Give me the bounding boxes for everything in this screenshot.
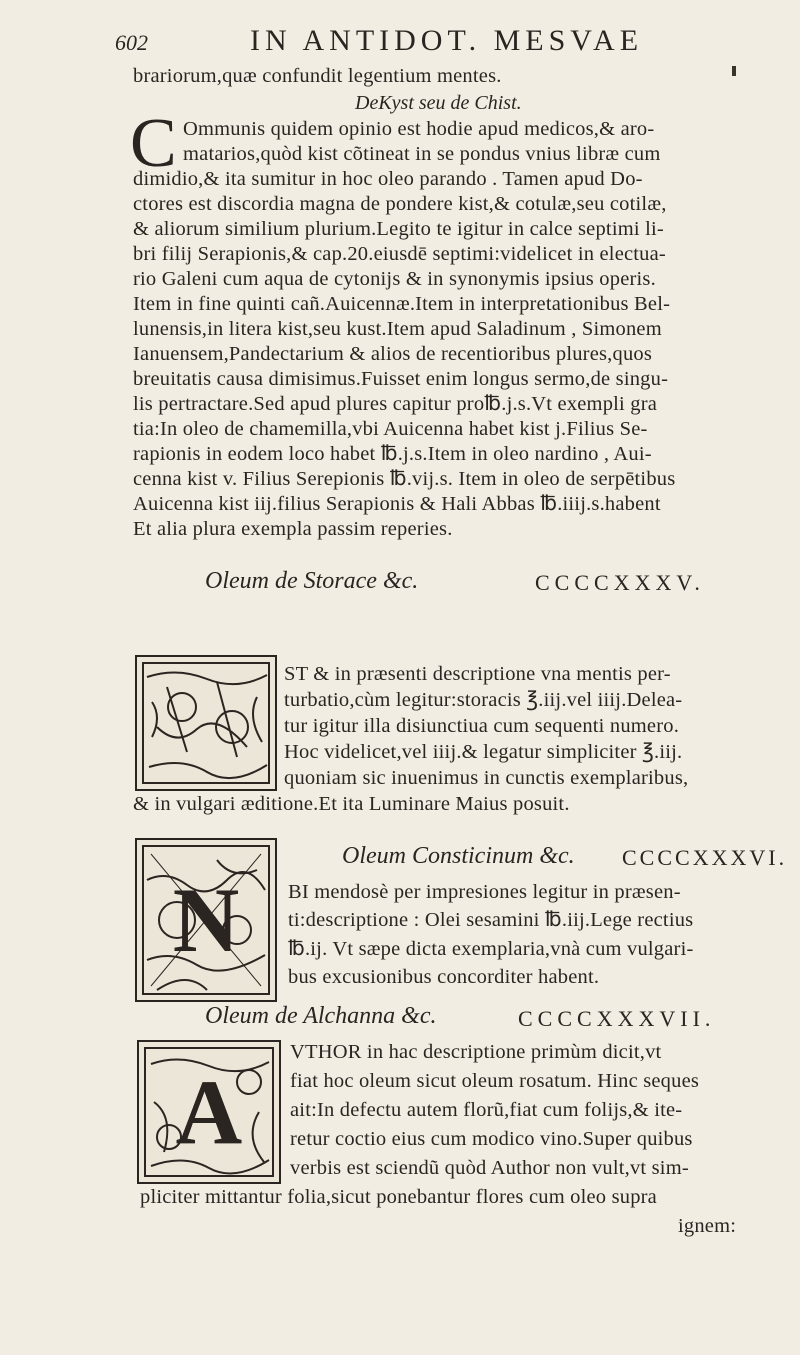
text-line: Hoc videlicet,vel iiij.& legatur simpliciter ℥.iij. xyxy=(284,741,683,763)
initial-letter-n: N xyxy=(172,869,240,971)
initial-letter-a: A xyxy=(175,1061,243,1163)
text-line: breuitatis causa dimisimus.Fuisset enim longus sermo,de singu- xyxy=(133,368,669,390)
text-line: ctores est discordia magna de pondere kist,& cotulæ,seu cotilæ, xyxy=(133,193,667,215)
section2-number: CCCCXXXV. xyxy=(535,570,705,595)
text-line: ℔.ij. Vt sæpe dicta exemplaria,vnà cum vulgari- xyxy=(288,938,694,960)
text-line: lis pertractare.Sed apud plures capitur pro℔.j.s.Vt exempli gra xyxy=(133,393,658,415)
text-line: Et alia plura exempla passim reperies. xyxy=(133,518,453,540)
text-line: tia:In oleo de chamemilla,vbi Auicenna habet kist j.Filius Se- xyxy=(133,418,648,440)
section4-title: Oleum de Alchanna &c. xyxy=(205,1003,437,1029)
text-line: fiat hoc oleum sicut oleum rosatum. Hinc seques xyxy=(290,1070,700,1092)
text-line: rapionis in eodem loco habet ℔.j.s.Item in oleo nardino , Aui- xyxy=(133,443,652,465)
woodcut-initial-n xyxy=(135,838,277,1002)
text-line: Item in fine quinti cañ.Auicennæ.Item in interpretationibus Bel- xyxy=(133,293,671,315)
text-line: Auicenna kist iij.filius Serapionis & Hali Abbas ℔.iiij.s.habent xyxy=(133,493,661,515)
text-line: Ommunis quidem opinio est hodie apud medicos,& aro- xyxy=(183,118,655,140)
text-line: bus excusionibus concorditer habent. xyxy=(288,966,600,988)
running-title: IN ANTIDOT. MESVAE xyxy=(250,24,644,57)
woodcut-initial-a xyxy=(137,1040,281,1184)
text-line: dimidio,& ita sumitur in hoc oleo parando . Tamen apud Do- xyxy=(133,168,643,190)
drop-cap-c: C xyxy=(130,105,177,182)
folio-number: 602 xyxy=(115,30,148,55)
text-line: ti:descriptione : Olei sesamini ℔.iij.Lege rectius xyxy=(288,909,694,931)
woodcut-ornament-icon xyxy=(137,657,275,789)
text-line: bri filij Serapionis,& cap.20.eiusdē septimi:videlicet in electua- xyxy=(133,243,666,265)
section3-title: Oleum Consticinum &c. xyxy=(342,843,575,869)
text-line: & aliorum similium plurium.Legito te igitur in calce septimi li- xyxy=(133,218,664,240)
text-line: turbatio,cùm legitur:storacis ℥.iij.vel iiij.Delea- xyxy=(284,689,683,711)
section4-number: CCCCXXXVII. xyxy=(518,1006,716,1031)
text-line: lunensis,in litera kist,seu kust.Item apud Saladinum , Simonem xyxy=(133,318,662,340)
text-line: verbis est sciendũ quòd Author non vult,vt sim- xyxy=(290,1157,689,1179)
ink-mark xyxy=(732,66,736,76)
text-line: cenna kist v. Filius Serepionis ℔.vij.s. Item in oleo de serpētibus xyxy=(133,468,676,490)
text-line: retur coctio eius cum modico vino.Super quibus xyxy=(290,1128,693,1150)
text-line: ST & in præsenti descriptione vna mentis per- xyxy=(284,663,671,685)
text-line: tur igitur illa disiunctiua cum sequenti numero. xyxy=(284,715,680,737)
text-line: matarios,quòd kist cõtineat in se pondus vnius libræ cum xyxy=(183,143,661,165)
intro-line: brariorum,quæ confundit legentium mentes. xyxy=(133,65,502,87)
text-line: rio Galeni cum aqua de cytonijs & in synonymis ipsius operis. xyxy=(133,268,656,290)
section3-number: CCCCXXXVI. xyxy=(622,845,788,870)
catchword: ignem: xyxy=(678,1215,737,1237)
text-line: BI mendosè per impresiones legitur in præsen- xyxy=(288,881,681,903)
text-line: ait:In defectu autem florũ,fiat cum folijs,& ite- xyxy=(290,1099,683,1121)
page-header xyxy=(115,24,695,60)
text-line: pliciter mittantur folia,sicut ponebantur flores cum oleo supra xyxy=(140,1186,657,1208)
text-line: & in vulgari æditione.Et ita Luminare Maius posuit. xyxy=(133,793,570,815)
section2-title: Oleum de Storace &c. xyxy=(205,568,419,594)
section1-subtitle: DeKyst seu de Chist. xyxy=(355,92,522,114)
text-line: Ianuensem,Pandectarium & alios de recentioribus plures,quos xyxy=(133,343,653,365)
text-line: quoniam sic inuenimus in cunctis exemplaribus, xyxy=(284,767,689,789)
text-line: VTHOR in hac descriptione primùm dicit,vt xyxy=(290,1041,662,1063)
woodcut-initial-s xyxy=(135,655,277,791)
